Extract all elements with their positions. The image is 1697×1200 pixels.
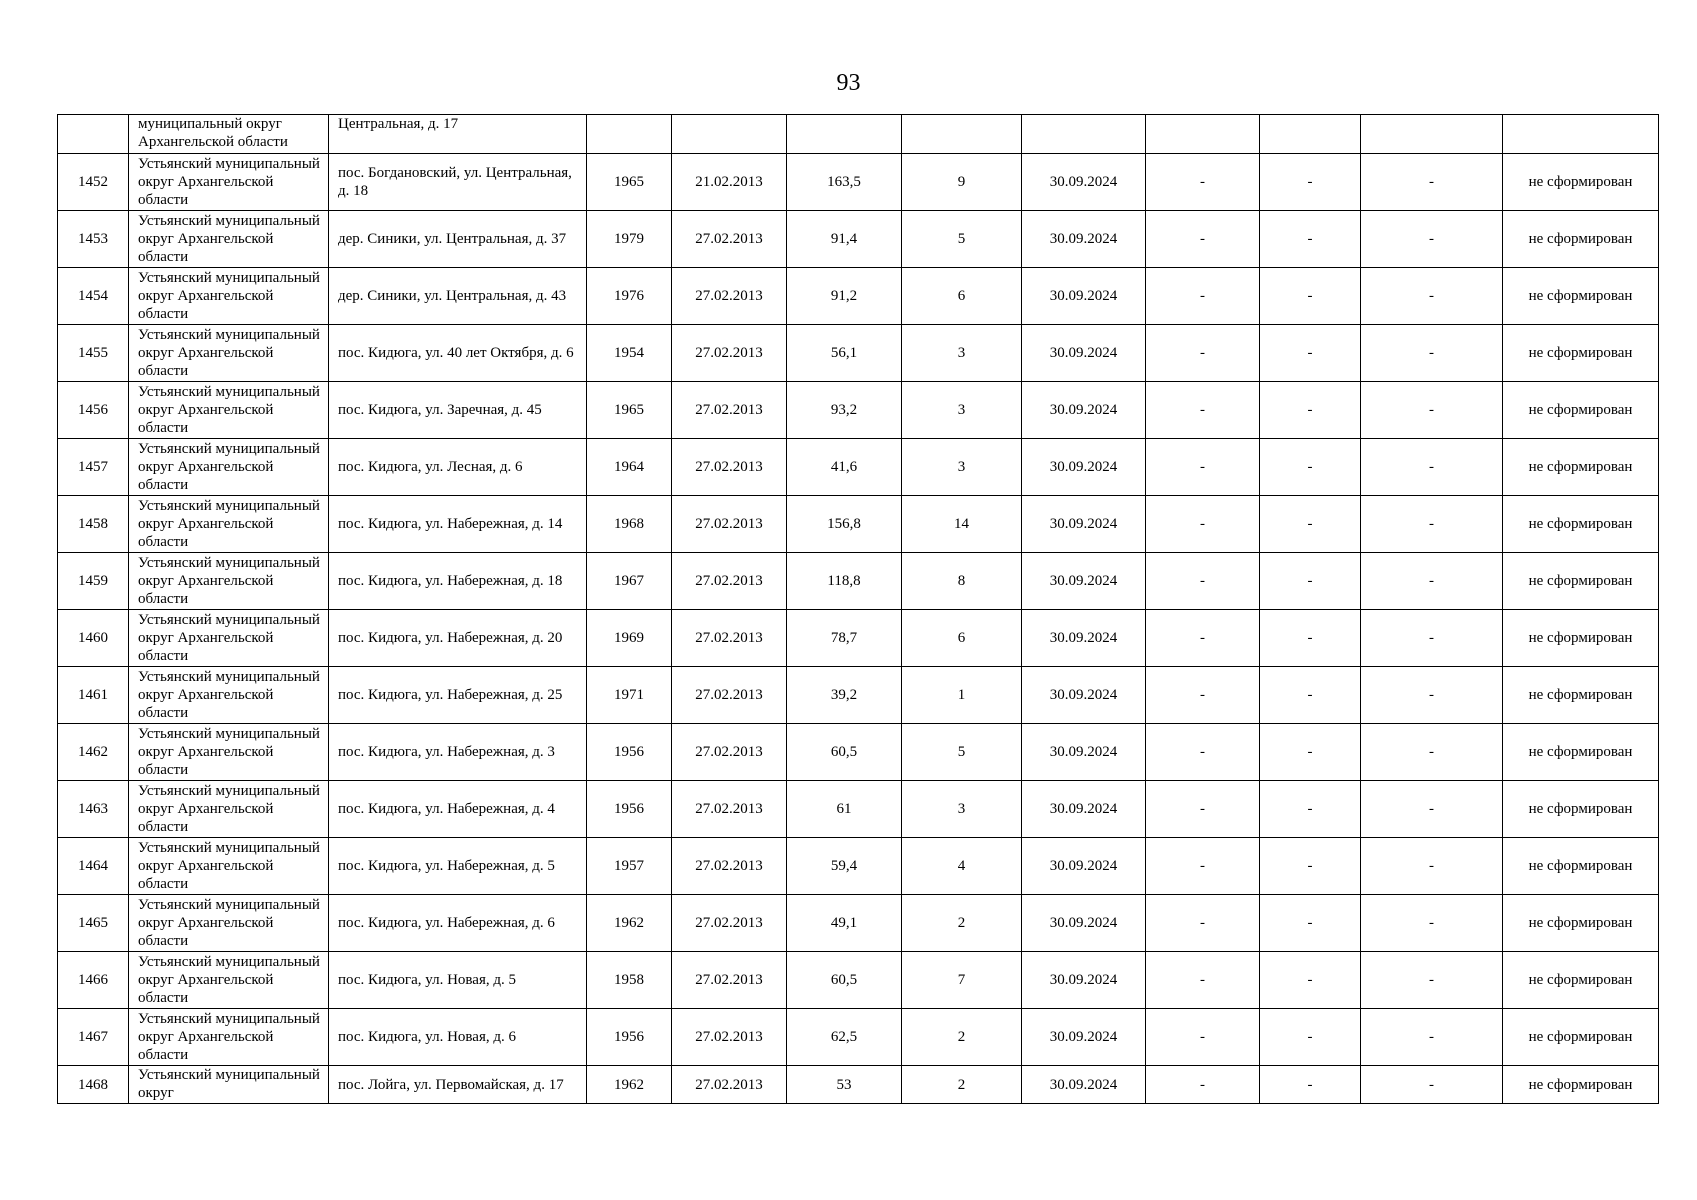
cell-address: пос. Богдановский, ул. Центральная, д. 18: [329, 154, 587, 211]
cell-number: 1467: [58, 1009, 129, 1066]
cell-col-2: -: [1260, 268, 1361, 325]
cell-deadline: 30.09.2024: [1022, 496, 1146, 553]
cell-address: пос. Кидюга, ул. Набережная, д. 25: [329, 667, 587, 724]
cell-residents: 5: [902, 211, 1022, 268]
cell-status: не сформирован: [1503, 268, 1659, 325]
cell-deadline: 30.09.2024: [1022, 724, 1146, 781]
cell-col-1: -: [1146, 1066, 1260, 1104]
cell-col-1: -: [1146, 667, 1260, 724]
cell-number: 1468: [58, 1066, 129, 1104]
cell-area: 41,6: [787, 439, 902, 496]
cell-col-1: -: [1146, 154, 1260, 211]
cell-status: не сформирован: [1503, 667, 1659, 724]
cell-col-1: -: [1146, 325, 1260, 382]
cell-col-3: -: [1361, 211, 1503, 268]
cell-residents: 2: [902, 1066, 1022, 1104]
cell-deadline: 30.09.2024: [1022, 382, 1146, 439]
cell-address: Центральная, д. 17: [329, 115, 587, 154]
cell-date: 27.02.2013: [672, 268, 787, 325]
cell-date: 27.02.2013: [672, 553, 787, 610]
cell-residents: 4: [902, 838, 1022, 895]
cell-deadline: 30.09.2024: [1022, 439, 1146, 496]
cell-col-1: -: [1146, 724, 1260, 781]
cell-area: 156,8: [787, 496, 902, 553]
table-row: [58, 724, 1659, 781]
cell-col-2: -: [1260, 667, 1361, 724]
cell-status: не сформирован: [1503, 496, 1659, 553]
cell-year: 1969: [587, 610, 672, 667]
cell-status: не сформирован: [1503, 439, 1659, 496]
cell-number: 1458: [58, 496, 129, 553]
cell-date: 27.02.2013: [672, 211, 787, 268]
cell-date: [672, 115, 787, 154]
cell-year: 1957: [587, 838, 672, 895]
cell-address: дер. Синики, ул. Центральная, д. 43: [329, 268, 587, 325]
cell-year: 1954: [587, 325, 672, 382]
cell-deadline: 30.09.2024: [1022, 667, 1146, 724]
cell-residents: 7: [902, 952, 1022, 1009]
table-row: [58, 610, 1659, 667]
cell-district: Устьянский муниципальный округ Архангельской области: [129, 838, 329, 895]
cell-year: [587, 115, 672, 154]
cell-number: 1465: [58, 895, 129, 952]
cell-deadline: 30.09.2024: [1022, 325, 1146, 382]
cell-col-2: -: [1260, 895, 1361, 952]
cell-col-2: -: [1260, 610, 1361, 667]
cell-date: 27.02.2013: [672, 838, 787, 895]
cell-district: Устьянский муниципальный округ Архангельской области: [129, 895, 329, 952]
cell-deadline: 30.09.2024: [1022, 895, 1146, 952]
cell-district: Устьянский муниципальный округ Архангельской области: [129, 781, 329, 838]
cell-residents: 9: [902, 154, 1022, 211]
cell-year: 1956: [587, 724, 672, 781]
cell-number: 1457: [58, 439, 129, 496]
cell-col-1: -: [1146, 496, 1260, 553]
cell-col-3: -: [1361, 154, 1503, 211]
cell-year: 1976: [587, 268, 672, 325]
cell-address: пос. Кидюга, ул. Новая, д. 5: [329, 952, 587, 1009]
cell-address: пос. Лойга, ул. Первомайская, д. 17: [329, 1066, 587, 1104]
cell-area: 91,2: [787, 268, 902, 325]
cell-date: 27.02.2013: [672, 724, 787, 781]
cell-number: 1454: [58, 268, 129, 325]
cell-col-3: -: [1361, 952, 1503, 1009]
table-row: [58, 115, 1659, 154]
cell-deadline: 30.09.2024: [1022, 154, 1146, 211]
cell-deadline: 30.09.2024: [1022, 610, 1146, 667]
cell-date: 27.02.2013: [672, 496, 787, 553]
cell-col-2: -: [1260, 1009, 1361, 1066]
cell-district: Устьянский муниципальный округ Архангельской области: [129, 610, 329, 667]
cell-deadline: 30.09.2024: [1022, 553, 1146, 610]
cell-residents: 2: [902, 895, 1022, 952]
cell-district: Устьянский муниципальный округ Архангельской области: [129, 724, 329, 781]
cell-col-1: -: [1146, 781, 1260, 838]
cell-residents: 6: [902, 268, 1022, 325]
cell-address: дер. Синики, ул. Центральная, д. 37: [329, 211, 587, 268]
cell-year: 1962: [587, 895, 672, 952]
cell-address: пос. Кидюга, ул. 40 лет Октября, д. 6: [329, 325, 587, 382]
cell-col-3: -: [1361, 382, 1503, 439]
cell-date: 27.02.2013: [672, 1009, 787, 1066]
cell-address: пос. Кидюга, ул. Набережная, д. 6: [329, 895, 587, 952]
cell-col-1: -: [1146, 952, 1260, 1009]
cell-col-1: -: [1146, 838, 1260, 895]
cell-area: 60,5: [787, 952, 902, 1009]
cell-residents: 3: [902, 325, 1022, 382]
cell-col-2: -: [1260, 325, 1361, 382]
cell-col-2: -: [1260, 838, 1361, 895]
cell-number: 1455: [58, 325, 129, 382]
cell-area: 53: [787, 1066, 902, 1104]
cell-number: 1466: [58, 952, 129, 1009]
table-row: [58, 952, 1659, 1009]
cell-col-1: -: [1146, 439, 1260, 496]
cell-district: Устьянский муниципальный округ Архангельской области: [129, 154, 329, 211]
cell-address: пос. Кидюга, ул. Набережная, д. 3: [329, 724, 587, 781]
cell-residents: 1: [902, 667, 1022, 724]
cell-col-1: [1146, 115, 1260, 154]
table-row: [58, 154, 1659, 211]
cell-date: 27.02.2013: [672, 1066, 787, 1104]
cell-deadline: 30.09.2024: [1022, 211, 1146, 268]
cell-address: пос. Кидюга, ул. Набережная, д. 14: [329, 496, 587, 553]
cell-residents: 14: [902, 496, 1022, 553]
table-row: [58, 325, 1659, 382]
table-row: [58, 781, 1659, 838]
cell-date: 27.02.2013: [672, 382, 787, 439]
table-row: [58, 268, 1659, 325]
cell-area: 62,5: [787, 1009, 902, 1066]
cell-district: муниципальный округ Архангельской области: [129, 115, 329, 154]
cell-area: 39,2: [787, 667, 902, 724]
cell-district: Устьянский муниципальный округ: [129, 1066, 329, 1104]
cell-col-3: -: [1361, 325, 1503, 382]
cell-status: [1503, 115, 1659, 154]
cell-number: 1453: [58, 211, 129, 268]
cell-col-3: -: [1361, 667, 1503, 724]
cell-date: 27.02.2013: [672, 439, 787, 496]
cell-col-3: -: [1361, 1009, 1503, 1066]
cell-status: не сформирован: [1503, 553, 1659, 610]
cell-year: 1956: [587, 1009, 672, 1066]
table-row: [58, 1066, 1659, 1104]
cell-residents: 2: [902, 1009, 1022, 1066]
cell-col-1: -: [1146, 211, 1260, 268]
cell-district: Устьянский муниципальный округ Архангельской области: [129, 211, 329, 268]
cell-deadline: 30.09.2024: [1022, 268, 1146, 325]
cell-address: пос. Кидюга, ул. Заречная, д. 45: [329, 382, 587, 439]
cell-col-3: -: [1361, 1066, 1503, 1104]
table-row: [58, 1009, 1659, 1066]
cell-address: пос. Кидюга, ул. Набережная, д. 5: [329, 838, 587, 895]
cell-status: не сформирован: [1503, 781, 1659, 838]
cell-number: 1462: [58, 724, 129, 781]
cell-number: [58, 115, 129, 154]
cell-status: не сформирован: [1503, 838, 1659, 895]
table-row: [58, 496, 1659, 553]
cell-district: Устьянский муниципальный округ Архангельской области: [129, 496, 329, 553]
cell-year: 1958: [587, 952, 672, 1009]
cell-area: 93,2: [787, 382, 902, 439]
table-row: [58, 553, 1659, 610]
cell-status: не сформирован: [1503, 211, 1659, 268]
cell-col-3: [1361, 115, 1503, 154]
cell-col-1: -: [1146, 610, 1260, 667]
cell-col-3: -: [1361, 496, 1503, 553]
cell-residents: 3: [902, 781, 1022, 838]
cell-district: Устьянский муниципальный округ Архангельской области: [129, 382, 329, 439]
cell-col-3: -: [1361, 781, 1503, 838]
cell-address: пос. Кидюга, ул. Новая, д. 6: [329, 1009, 587, 1066]
cell-status: не сформирован: [1503, 895, 1659, 952]
cell-area: 59,4: [787, 838, 902, 895]
cell-address: пос. Кидюга, ул. Набережная, д. 18: [329, 553, 587, 610]
cell-col-2: -: [1260, 154, 1361, 211]
cell-date: 27.02.2013: [672, 325, 787, 382]
cell-district: Устьянский муниципальный округ Архангельской области: [129, 553, 329, 610]
cell-district: Устьянский муниципальный округ Архангельской области: [129, 325, 329, 382]
cell-col-1: -: [1146, 553, 1260, 610]
cell-col-2: [1260, 115, 1361, 154]
cell-col-2: -: [1260, 724, 1361, 781]
cell-col-2: -: [1260, 496, 1361, 553]
cell-deadline: [1022, 115, 1146, 154]
cell-number: 1452: [58, 154, 129, 211]
cell-year: 1956: [587, 781, 672, 838]
cell-number: 1459: [58, 553, 129, 610]
cell-year: 1965: [587, 382, 672, 439]
cell-number: 1456: [58, 382, 129, 439]
cell-residents: 8: [902, 553, 1022, 610]
cell-date: 27.02.2013: [672, 781, 787, 838]
cell-col-2: -: [1260, 439, 1361, 496]
cell-district: Устьянский муниципальный округ Архангельской области: [129, 1009, 329, 1066]
cell-number: 1464: [58, 838, 129, 895]
cell-col-2: -: [1260, 382, 1361, 439]
cell-year: 1965: [587, 154, 672, 211]
table-row: [58, 439, 1659, 496]
cell-year: 1964: [587, 439, 672, 496]
cell-district: Устьянский муниципальный округ Архангельской области: [129, 439, 329, 496]
housing-table: [57, 114, 1659, 1104]
page-number: 93: [836, 70, 861, 96]
cell-col-3: -: [1361, 895, 1503, 952]
cell-col-3: -: [1361, 724, 1503, 781]
cell-col-2: -: [1260, 952, 1361, 1009]
cell-year: 1962: [587, 1066, 672, 1104]
cell-col-1: -: [1146, 268, 1260, 325]
cell-col-2: -: [1260, 211, 1361, 268]
table-row: [58, 838, 1659, 895]
cell-status: не сформирован: [1503, 325, 1659, 382]
cell-date: 27.02.2013: [672, 610, 787, 667]
cell-district: Устьянский муниципальный округ Архангельской области: [129, 268, 329, 325]
table-row: [58, 382, 1659, 439]
cell-area: 60,5: [787, 724, 902, 781]
cell-area: 163,5: [787, 154, 902, 211]
cell-residents: 3: [902, 382, 1022, 439]
cell-col-3: -: [1361, 268, 1503, 325]
cell-deadline: 30.09.2024: [1022, 838, 1146, 895]
cell-status: не сформирован: [1503, 382, 1659, 439]
cell-col-3: -: [1361, 610, 1503, 667]
cell-col-2: -: [1260, 781, 1361, 838]
cell-col-3: -: [1361, 838, 1503, 895]
cell-area: 61: [787, 781, 902, 838]
cell-status: не сформирован: [1503, 1066, 1659, 1104]
cell-deadline: 30.09.2024: [1022, 1009, 1146, 1066]
cell-date: 21.02.2013: [672, 154, 787, 211]
cell-col-1: -: [1146, 382, 1260, 439]
cell-col-1: -: [1146, 895, 1260, 952]
cell-date: 27.02.2013: [672, 667, 787, 724]
cell-district: Устьянский муниципальный округ Архангельской области: [129, 952, 329, 1009]
cell-col-2: -: [1260, 553, 1361, 610]
cell-area: 78,7: [787, 610, 902, 667]
cell-col-1: -: [1146, 1009, 1260, 1066]
cell-status: не сформирован: [1503, 154, 1659, 211]
table-row: [58, 667, 1659, 724]
cell-number: 1461: [58, 667, 129, 724]
cell-residents: 5: [902, 724, 1022, 781]
table-row: [58, 211, 1659, 268]
cell-address: пос. Кидюга, ул. Набережная, д. 20: [329, 610, 587, 667]
cell-area: 49,1: [787, 895, 902, 952]
cell-residents: 6: [902, 610, 1022, 667]
cell-col-3: -: [1361, 439, 1503, 496]
cell-address: пос. Кидюга, ул. Набережная, д. 4: [329, 781, 587, 838]
cell-year: 1968: [587, 496, 672, 553]
cell-col-2: -: [1260, 1066, 1361, 1104]
cell-area: 91,4: [787, 211, 902, 268]
cell-residents: 3: [902, 439, 1022, 496]
cell-status: не сформирован: [1503, 724, 1659, 781]
cell-area: 56,1: [787, 325, 902, 382]
cell-residents: [902, 115, 1022, 154]
table-row: [58, 895, 1659, 952]
cell-col-3: -: [1361, 553, 1503, 610]
cell-address: пос. Кидюга, ул. Лесная, д. 6: [329, 439, 587, 496]
cell-year: 1979: [587, 211, 672, 268]
cell-status: не сформирован: [1503, 610, 1659, 667]
cell-number: 1460: [58, 610, 129, 667]
cell-area: [787, 115, 902, 154]
cell-deadline: 30.09.2024: [1022, 1066, 1146, 1104]
cell-deadline: 30.09.2024: [1022, 952, 1146, 1009]
cell-number: 1463: [58, 781, 129, 838]
cell-year: 1967: [587, 553, 672, 610]
cell-year: 1971: [587, 667, 672, 724]
cell-date: 27.02.2013: [672, 895, 787, 952]
cell-date: 27.02.2013: [672, 952, 787, 1009]
cell-status: не сформирован: [1503, 952, 1659, 1009]
cell-area: 118,8: [787, 553, 902, 610]
cell-district: Устьянский муниципальный округ Архангельской области: [129, 667, 329, 724]
cell-status: не сформирован: [1503, 1009, 1659, 1066]
cell-deadline: 30.09.2024: [1022, 781, 1146, 838]
